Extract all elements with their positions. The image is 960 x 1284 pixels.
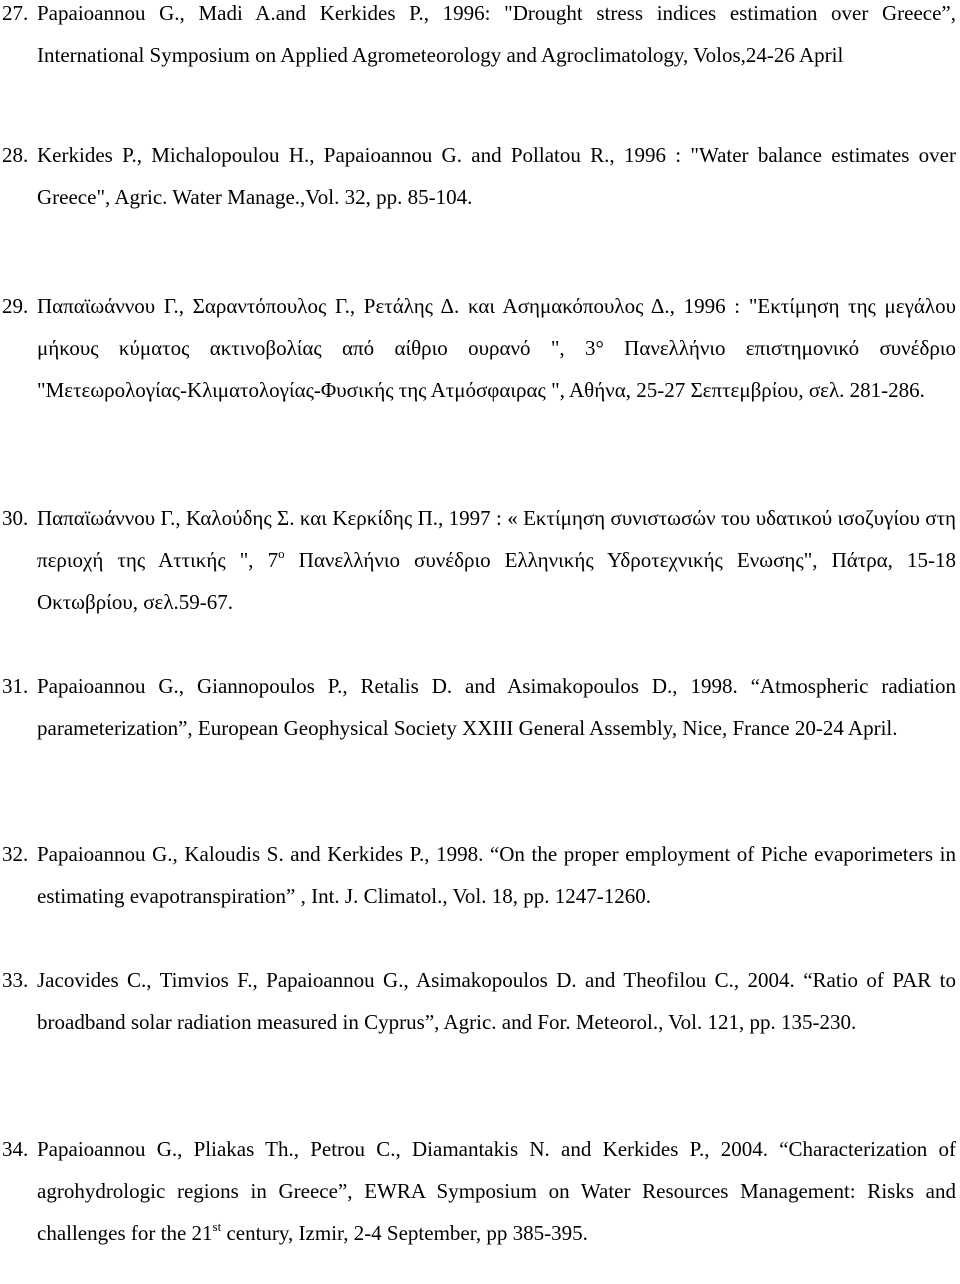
reference-text: Παπαϊωάννου Γ., Σαραντόπουλος Γ., Ρετάλης Δ. και Ασημακόπουλος Δ., 1996 : "Εκτίμηση της μεγάλου μήκους κύματος ακτινοβολίας από αίθριο ουρανό ", 3° Πανελλήνιο επιστημονικό συνέδριο "Μετεωρολογίας-Κλιματολογίας-Φυσικής της Ατμόσφαιρας ", Αθήνα, 25-27 Σεπτεμβρίου, σελ. 281-286.: [37, 294, 956, 402]
reference-text-part-1: Papaioannou G., Pliakas Th., Petrou C., Diamantakis N. and Kerkides P., 2004. “Characterization of agrohydrologic regions in Greece”, EWRA Symposium on Water Resources Management: Risks and challenges for the 21: [37, 1137, 956, 1245]
reference-number: 28.: [2, 143, 29, 167]
reference-number: 34.: [2, 1137, 29, 1161]
reference-item-29: [0, 285, 956, 411]
reference-item-28: [0, 134, 956, 218]
reference-text: Jacovides C., Timvios F., Papaioannou G., Asimakopoulos D. and Theofilou C., 2004. “Ratio of PAR to broadband solar radiation measured in Cyprus”, Agric. and For. Meteorol., Vol. 121, pp. 135-230.: [37, 968, 956, 1034]
reference-item-27: [0, 0, 956, 76]
reference-number: 32.: [2, 842, 29, 866]
reference-number: 29.: [2, 294, 29, 318]
reference-text-part-2: Πανελλήνιο συνέδριο Ελληνικής Υδροτεχνικής Ενωσης", Πάτρα, 15-18 Οκτωβρίου, σελ.59-67.: [37, 548, 956, 614]
reference-number: 33.: [2, 968, 29, 992]
reference-item-32: [0, 833, 956, 917]
reference-item-30: [0, 497, 956, 623]
reference-item-34: [0, 1128, 956, 1254]
reference-text: Papaioannou G., Giannopoulos P., Retalis D. and Asimakopoulos D., 1998. “Atmospheric radiation parameterization”, European Geophysical Society XXIII General Assembly, Nice, France 20-24 April.: [37, 674, 956, 740]
superscript: st: [212, 1219, 222, 1234]
superscript: ο: [278, 546, 285, 561]
reference-number: 27.: [2, 1, 29, 25]
reference-text: [37, 497, 956, 623]
reference-item-31: [0, 665, 956, 749]
reference-text-part-1: Παπαϊωάννου Γ., Καλούδης Σ. και Κερκίδης Π., 1997 : « Εκτίμηση συνιστωσών του υδατικού ισοζυγίου στη περιοχή της Αττικής ", 7: [37, 506, 956, 572]
reference-text: Papaioannou G., Kaloudis S. and Kerkides P., 1998. “On the proper employment of Piche evaporimeters in estimating evapotranspiration” , Int. J. Climatol., Vol. 18, pp. 1247-1260.: [37, 842, 956, 908]
reference-text: Kerkides P., Michalopoulou H., Papaioannou G. and Pollatou R., 1996 : "Water balance estimates over Greece", Agric. Water Manage.,Vol. 32, pp. 85-104.: [37, 143, 956, 209]
reference-item-33: [0, 959, 956, 1043]
reference-number: 30.: [2, 506, 29, 530]
reference-text-part-2: century, Izmir, 2-4 September, pp 385-395.: [221, 1221, 588, 1245]
reference-number: 31.: [2, 674, 29, 698]
reference-text: [37, 1128, 956, 1254]
reference-text: Papaioannou G., Madi A.and Kerkides P., 1996: "Drought stress indices estimation over Greece”, International Symposium on Applied Agrometeorology and Agroclimatology, Volos,24-26 April: [37, 1, 956, 67]
